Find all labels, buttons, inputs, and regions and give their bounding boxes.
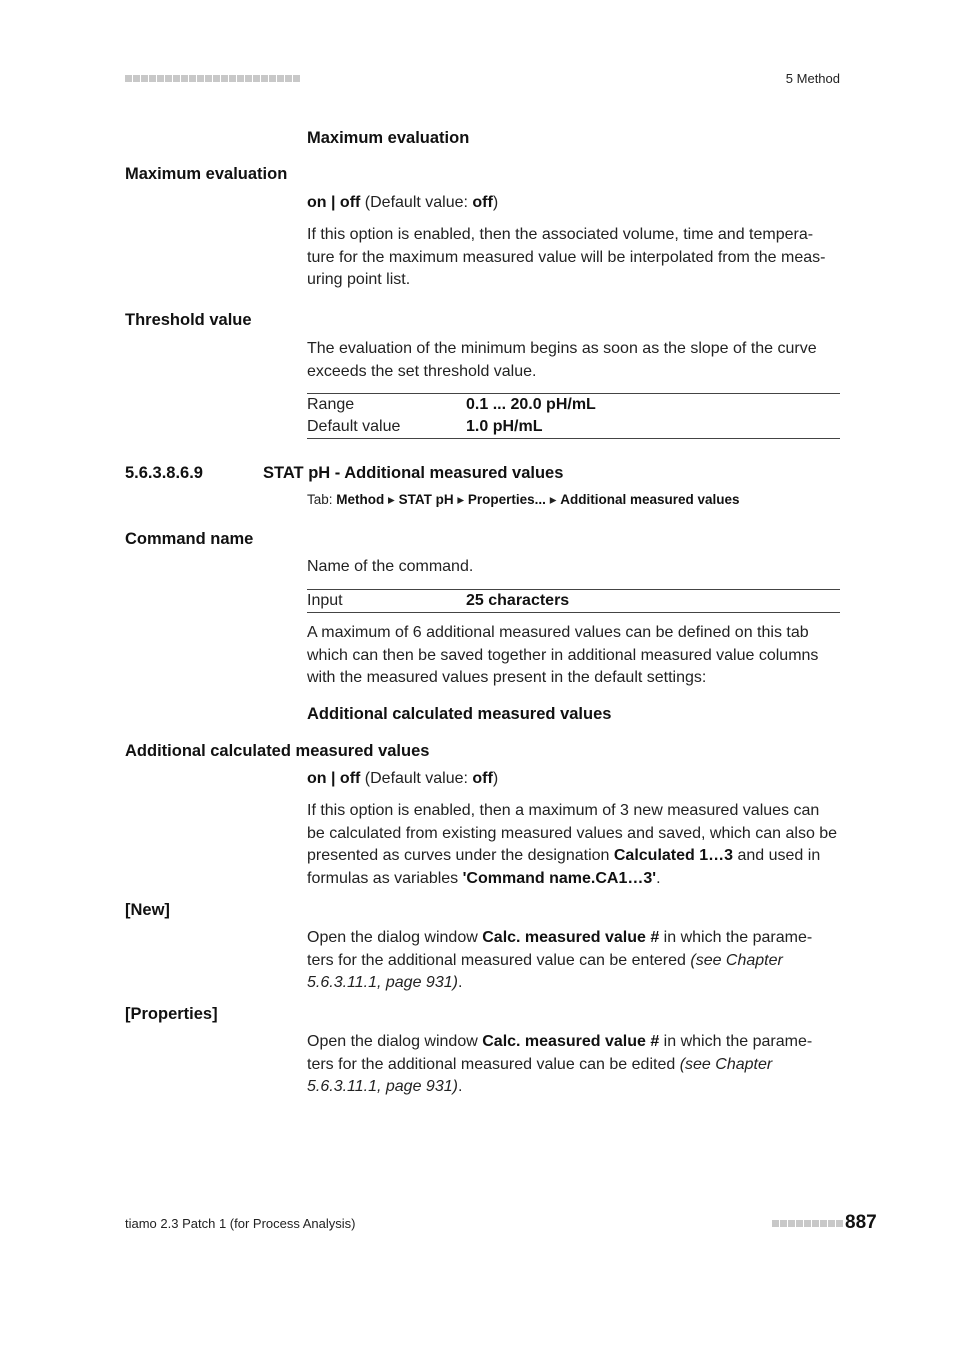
section-title: STAT pH - Additional measured values xyxy=(263,464,564,482)
command-name-table xyxy=(307,589,840,613)
breadcrumb: Tab: Method ▸ STAT pH ▸ Properties... ▸ Additional measured values xyxy=(307,492,740,507)
threshold-description: The evaluation of the minimum begins as soon as the slope of the curve exceeds the set threshold value. xyxy=(307,340,817,380)
footer-decoration xyxy=(772,1220,843,1227)
chapter-reference-link[interactable]: (see Chapter xyxy=(690,951,783,969)
command-name-description: Name of the command. xyxy=(307,558,474,575)
header-chapter: 5 Method xyxy=(785,71,840,86)
chapter-reference-link[interactable]: (see Chapter xyxy=(679,1055,773,1073)
new-button-description: Open the dialog window Calc. measured value # in which the parame- ters for the additional measured value can be entered (see Chapter 5.6.3.11.1, page 931). xyxy=(307,929,813,991)
additional-calculated-description: If this option is enabled, then a maximum of 3 new measured values can be calculated from existing measured values and saved, which can also be presented as curves under the designation Calculated 1…3 and used in formulas as variables 'Command name.CA1…3'. xyxy=(307,802,838,887)
maximum-evaluation-default: on | off (Default value: off) xyxy=(307,194,499,211)
chapter-reference-link[interactable]: 5.6.3.11.1, page 931) xyxy=(307,1078,458,1095)
additional-calculated-default: on | off (Default value: off) xyxy=(307,770,499,787)
label-new-button: [New] xyxy=(125,901,170,919)
table-row: Range 0.1 ... 20.0 pH/mL xyxy=(307,396,596,413)
crumb-separator-icon: ▸ xyxy=(549,492,557,507)
header-decoration xyxy=(125,75,300,82)
label-additional-calculated: Additional calculated measured values xyxy=(125,742,430,760)
crumb-separator-icon: ▸ xyxy=(457,492,465,507)
chapter-reference-link[interactable]: 5.6.3.11.1, page 931) xyxy=(307,974,458,991)
label-properties-button: [Properties] xyxy=(125,1005,218,1023)
subheading-maximum-evaluation: Maximum evaluation xyxy=(307,129,470,147)
crumb-separator-icon: ▸ xyxy=(388,492,395,507)
page-number: 887 xyxy=(845,1212,877,1233)
subheading-additional-calculated: Additional calculated measured values xyxy=(307,705,612,723)
label-threshold-value: Threshold value xyxy=(125,311,252,329)
command-name-paragraph: A maximum of 6 additional measured values can be defined on this tab which can then be saved together in additional measured value columns with the measured values present in the default settings: xyxy=(307,624,819,686)
label-maximum-evaluation: Maximum evaluation xyxy=(125,165,288,183)
threshold-table xyxy=(307,393,840,439)
properties-button-description: Open the dialog window Calc. measured value # in which the parame- ters for the additional measured value can be edited (see Chapter 5.6.3.11.1, page 931). xyxy=(307,1033,813,1095)
label-command-name: Command name xyxy=(125,530,254,548)
table-row: Input 25 characters xyxy=(307,592,570,609)
table-row: Default value 1.0 pH/mL xyxy=(307,418,543,435)
maximum-evaluation-description: If this option is enabled, then the associated volume, time and tempera- ture for the maximum measured value will be interpolated from the meas- uring point list. xyxy=(307,226,826,288)
section-number: 5.6.3.8.6.9 xyxy=(125,464,203,482)
footer-product: tiamo 2.3 Patch 1 (for Process Analysis) xyxy=(125,1216,356,1231)
